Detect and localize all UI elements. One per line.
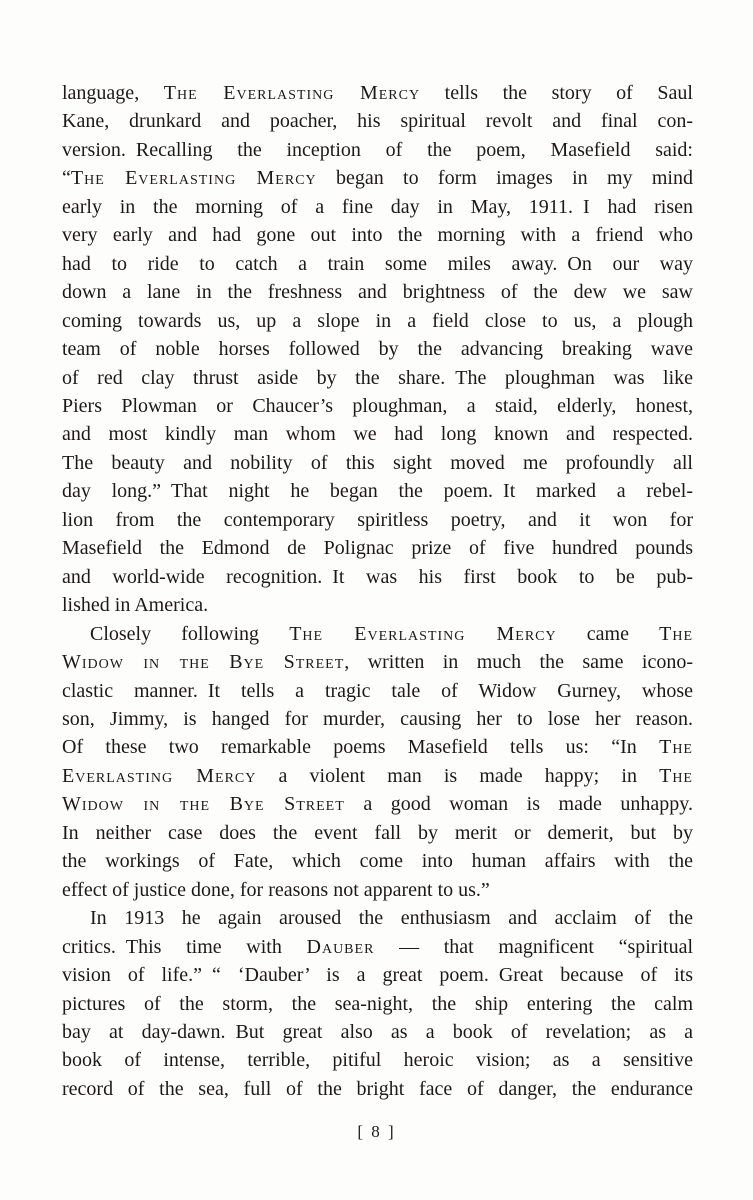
text-line	[62, 933, 693, 961]
book-title-small-caps: The	[659, 622, 694, 645]
text-line	[62, 819, 693, 847]
text-segment: very early and had gone out into the morning with a friend who	[62, 224, 693, 247]
text-segment: lion from the contemporary spiritless poetry, and it won for	[62, 508, 693, 531]
text-segment: began to form images in my mind	[316, 167, 693, 190]
text-line	[62, 904, 693, 932]
text-line	[62, 677, 693, 705]
text-segment: down a lane in the freshness and brightness of the dew we saw	[62, 281, 693, 304]
text-segment: effect of justice done, for reasons not apparent to us.”	[62, 878, 490, 901]
text-line	[62, 990, 693, 1018]
book-title-small-caps: The Everlasting Mercy	[289, 622, 557, 645]
text-segment: had to ride to catch a train some miles away. On our way	[62, 252, 693, 275]
text-line	[62, 591, 693, 619]
text-line	[62, 563, 693, 591]
text-line	[62, 648, 693, 676]
text-segment: day long.” That night he began the poem. It marked a rebel-	[62, 480, 693, 503]
paragraph	[62, 904, 693, 1103]
text-segment: The beauty and nobility of this sight moved me profoundly all	[62, 451, 693, 474]
book-title-small-caps: Everlasting Mercy	[62, 764, 257, 787]
page-number: [ 8 ]	[357, 1122, 396, 1141]
book-title-small-caps: Dauber	[306, 935, 375, 958]
text-line	[62, 335, 693, 363]
text-line	[62, 392, 693, 420]
text-line	[62, 762, 693, 790]
text-segment: early in the morning of a fine day in May, 1911. I had risen	[62, 195, 693, 218]
book-title-small-caps: The Everlasting Mercy	[163, 82, 421, 104]
text-line	[62, 477, 693, 505]
text-line	[62, 107, 693, 135]
text-segment: clastic manner. It tells a tragic tale of Widow Gurney, whose	[62, 679, 693, 702]
text-line	[62, 79, 693, 107]
text-segment: In 1913 he again aroused the enthusiasm and acclaim of the	[90, 907, 693, 930]
text-segment: coming towards us, up a slope in a field close to us, a plough	[62, 309, 693, 332]
text-line	[62, 278, 693, 306]
text-segment: , written in much the same icono-	[344, 651, 693, 674]
text-line	[62, 534, 693, 562]
text-segment: language,	[62, 82, 164, 104]
text-segment: team of noble horses followed by the advancing breaking wave	[62, 338, 693, 361]
page-text	[62, 79, 693, 1103]
text-segment: In neither case does the event fall by merit or demerit, but by	[62, 821, 693, 844]
text-segment: and world-wide recognition. It was his first book to be pub-	[62, 565, 693, 588]
text-segment: son, Jimmy, is hanged for murder, causing her to lose her reason.	[62, 707, 693, 730]
text-segment: Kane, drunkard and poacher, his spiritual revolt and final con-	[62, 110, 693, 133]
text-line	[62, 876, 693, 904]
text-segment: Piers Plowman or Chaucer’s ploughman, a staid, elderly, honest,	[62, 394, 693, 417]
text-line	[62, 136, 693, 164]
text-line	[62, 1046, 693, 1074]
text-line	[62, 790, 693, 818]
text-segment: — that magnificent “spiritual	[374, 935, 693, 958]
text-line	[62, 307, 693, 335]
text-line	[62, 506, 693, 534]
text-line	[62, 420, 693, 448]
text-segment: lished in America.	[62, 594, 209, 617]
text-line	[62, 449, 693, 477]
text-line	[62, 364, 693, 392]
text-segment: Closely following	[90, 622, 290, 645]
text-segment: critics. This time with	[62, 935, 307, 958]
text-line	[62, 250, 693, 278]
text-segment: book of intense, terrible, pitiful heroic vision; as a sensitive	[62, 1049, 693, 1072]
text-line	[62, 847, 693, 875]
text-segment: tells the story of Saul	[420, 82, 693, 104]
text-line	[62, 620, 693, 648]
book-title-small-caps: The	[659, 764, 693, 787]
text-segment: a good woman is made unhappy.	[344, 793, 693, 816]
text-segment: vision of life.” “ ‘Dauber’ is a great poem. Great because of its	[62, 964, 693, 987]
paragraph	[62, 79, 693, 620]
text-line	[62, 193, 693, 221]
paragraph	[62, 620, 693, 905]
text-segment: “	[62, 167, 71, 190]
text-segment: version. Recalling the inception of the poem, Masefield said:	[62, 138, 693, 161]
text-segment: the workings of Fate, which come into human affairs with the	[62, 850, 693, 873]
book-title-small-caps: The Everlasting Mercy	[70, 167, 317, 190]
text-segment: Masefield the Edmond de Polignac prize of five hundred pounds	[62, 537, 693, 560]
text-segment: Of these two remarkable poems Masefield tells us: “In	[62, 736, 660, 759]
book-title-small-caps: The	[659, 736, 693, 759]
text-line	[62, 733, 693, 761]
book-title-small-caps: Widow in the Bye Street	[62, 651, 345, 674]
text-segment: record of the sea, full of the bright face of danger, the endurance	[62, 1077, 693, 1100]
text-segment: pictures of the storm, the sea-night, the ship entering the calm	[62, 992, 693, 1015]
text-line	[62, 961, 693, 989]
text-segment: bay at day-dawn. But great also as a book of revelation; as a	[62, 1020, 693, 1043]
book-title-small-caps: Widow in the Bye Street	[62, 793, 345, 816]
text-segment: and most kindly man whom we had long known and respected.	[62, 423, 693, 446]
text-segment: of red clay thrust aside by the share. The ploughman was like	[62, 366, 693, 389]
text-segment: came	[556, 622, 660, 645]
text-segment: a violent man is made happy; in	[256, 764, 660, 787]
text-line	[62, 1075, 693, 1103]
text-line	[62, 705, 693, 733]
text-line	[62, 1018, 693, 1046]
text-line	[62, 221, 693, 249]
text-line	[62, 164, 693, 192]
